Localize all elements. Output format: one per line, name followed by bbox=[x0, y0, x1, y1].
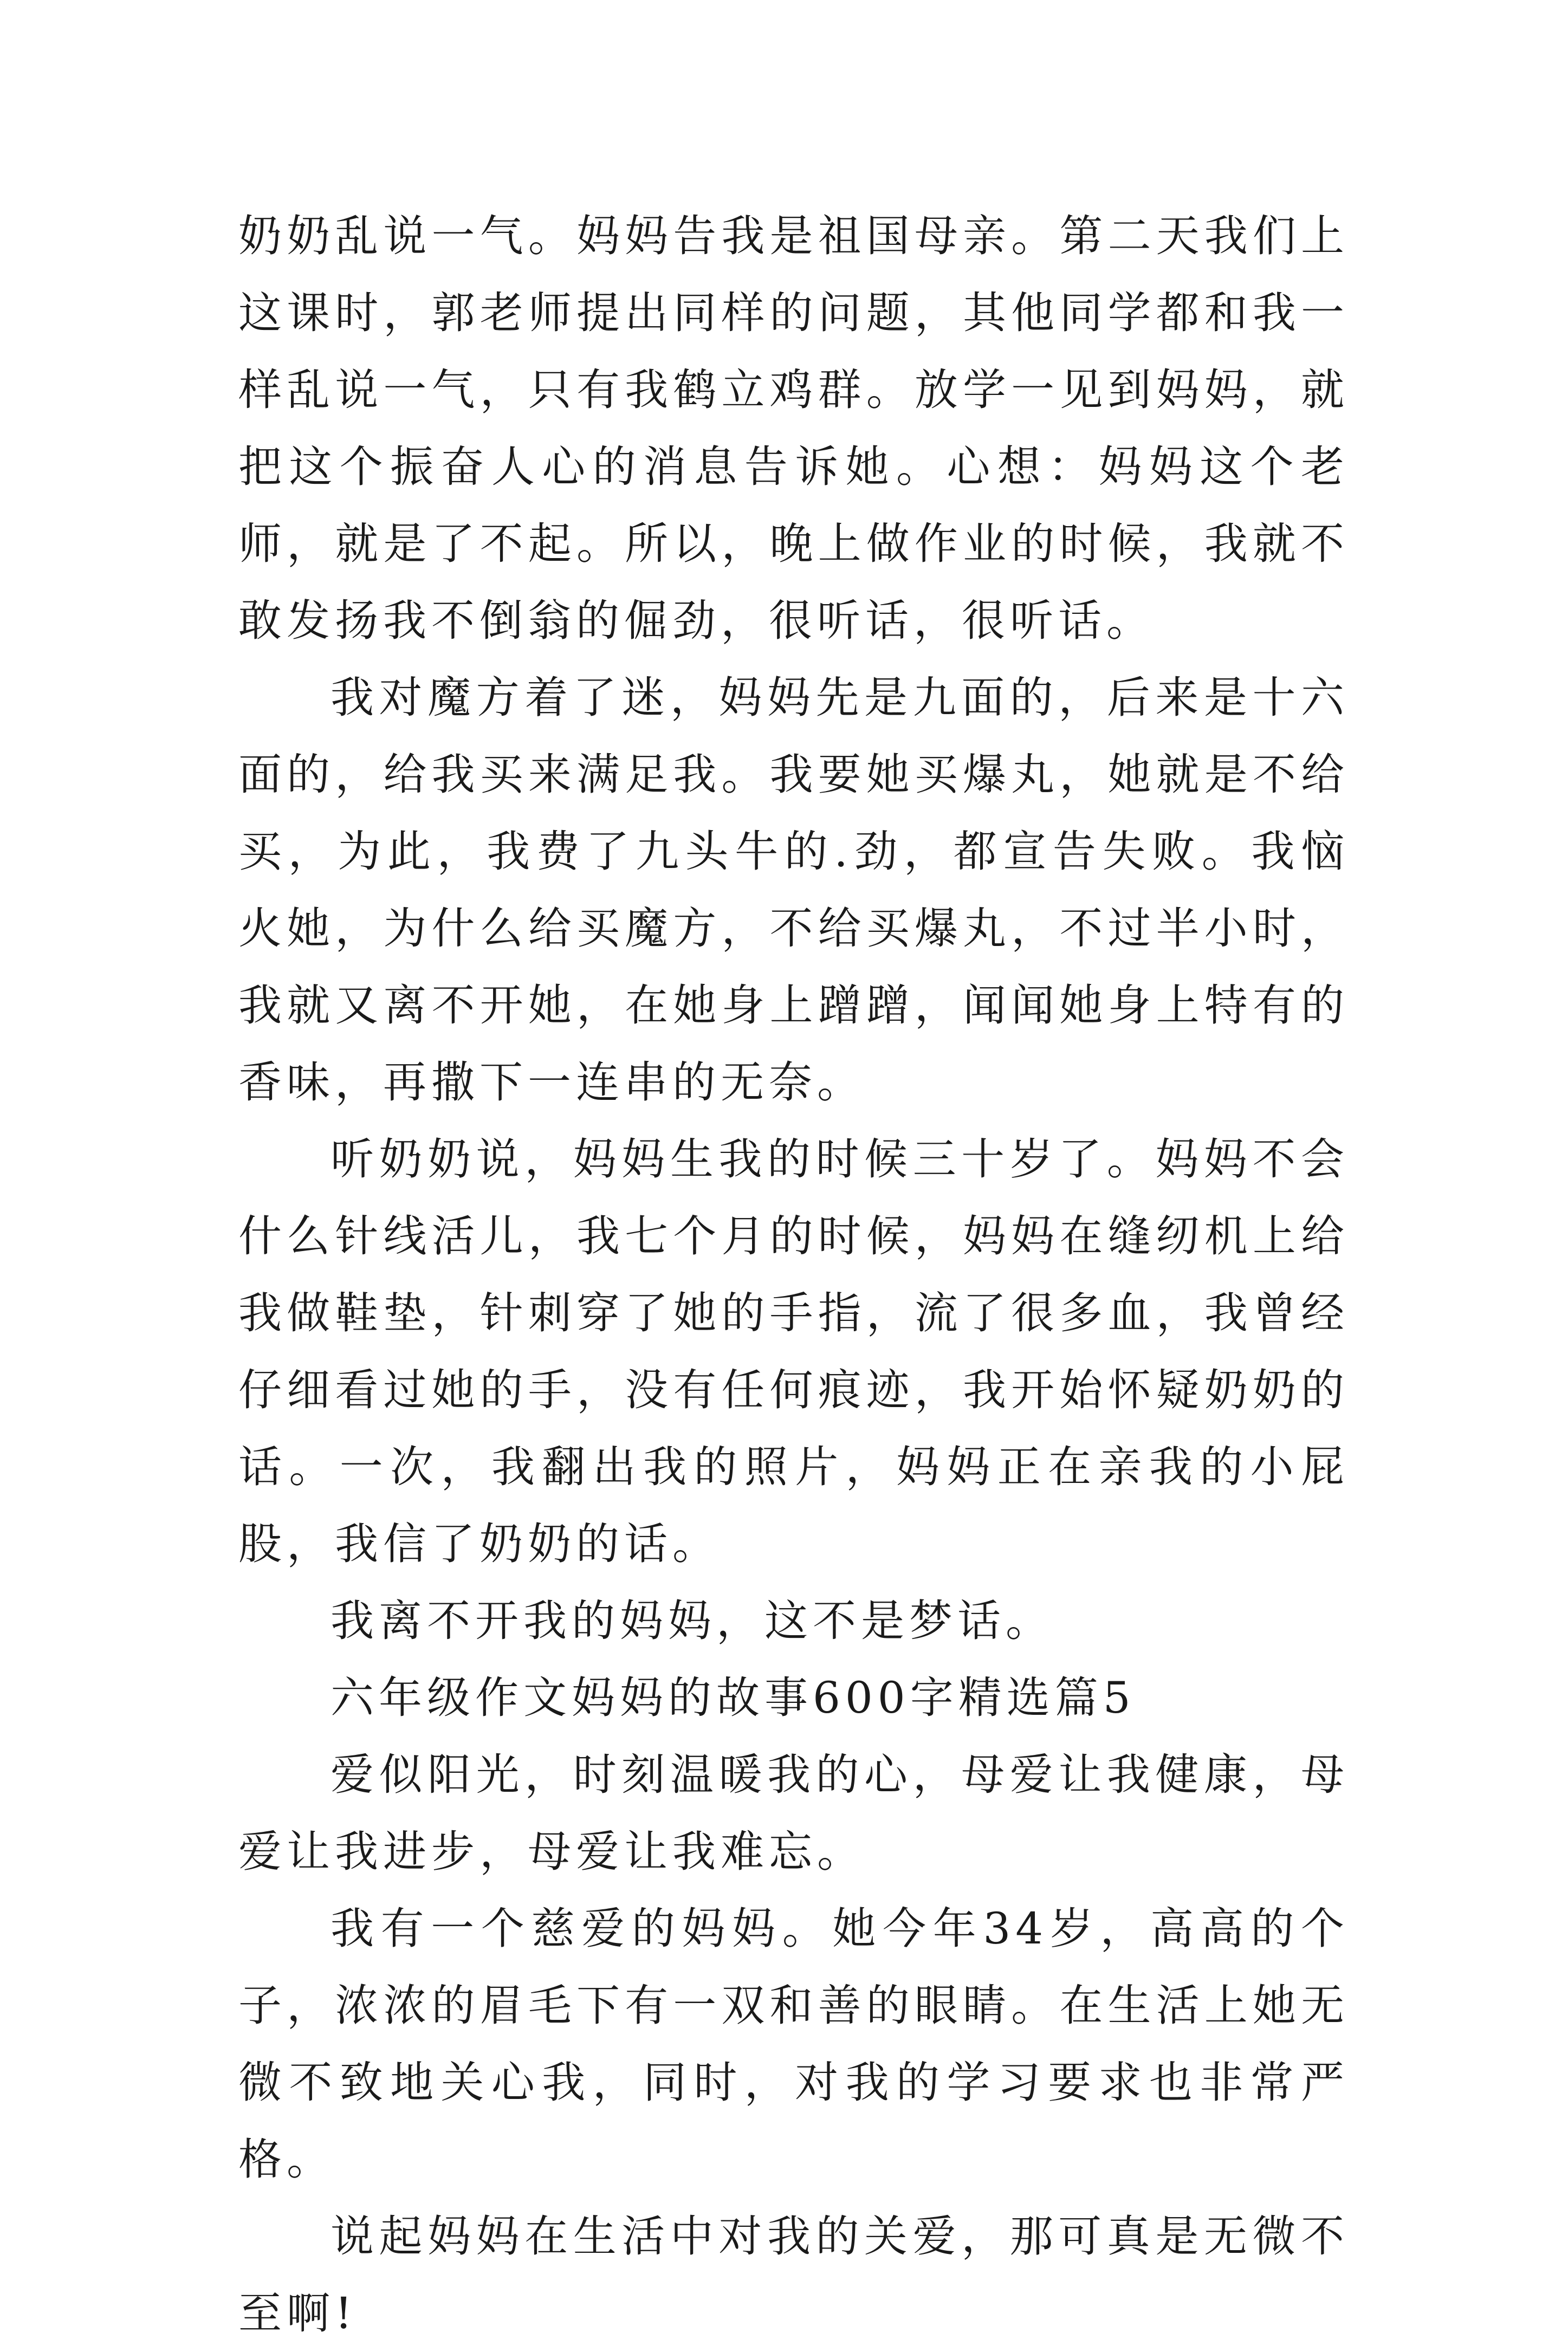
paragraph-3: 听奶奶说，妈妈生我的时候三十岁了。妈妈不会什么针线活儿，我七个月的时候，妈妈在缝纫机上给我做鞋垫，针刺穿了她的手指，流了很多血，我曾经仔细看过她的手，没有任何痕迹，我开始怀疑奶奶的话。一次，我翻出我的照片，妈妈正在亲我的小屁股，我信了奶奶的话。 bbox=[238, 1134, 1349, 1569]
paragraph-1: 奶奶乱说一气。妈妈告我是祖国母亲。第二天我们上这课时，郭老师提出同样的问题，其他同学都和我一样乱说一气，只有我鹤立鸡群。放学一见到妈妈，就把这个振奋人心的消息告诉她。心想：妈妈这个老师，就是了不起。所以，晚上做作业的时候，我就不敢发扬我不倒翁的倔劲，很听话，很听话。 bbox=[238, 211, 1349, 646]
paragraph-2: 我对魔方着了迷，妈妈先是九面的，后来是十六面的，给我买来满足我。我要她买爆丸，她就是不给买，为此，我费了九头牛的.劲，都宣告失败。我恼火她，为什么给买魔方，不给买爆丸，不过半小时，我就又离不开她，在她身上蹭蹭，闻闻她身上特有的香味，再撒下一连串的无奈。 bbox=[238, 672, 1349, 1107]
paragraph-6: 我有一个慈爱的妈妈。她今年34岁，高高的个子，浓浓的眉毛下有一双和善的眼睛。在生活上她无微不致地关心我，同时，对我的学习要求也非常严格。 bbox=[238, 1903, 1349, 2185]
paragraph-5: 爱似阳光，时刻温暖我的心，母爱让我健康，母爱让我进步，母爱让我难忘。 bbox=[238, 1750, 1349, 1877]
document-body bbox=[238, 198, 1349, 2352]
section-heading: 六年级作文妈妈的故事600字精选篇5 bbox=[331, 1673, 1136, 1723]
paragraph-7: 说起妈妈在生活中对我的关爱，那可真是无微不至啊! bbox=[238, 2211, 1349, 2338]
paragraph-4: 我离不开我的妈妈，这不是梦话。 bbox=[331, 1596, 1054, 1646]
